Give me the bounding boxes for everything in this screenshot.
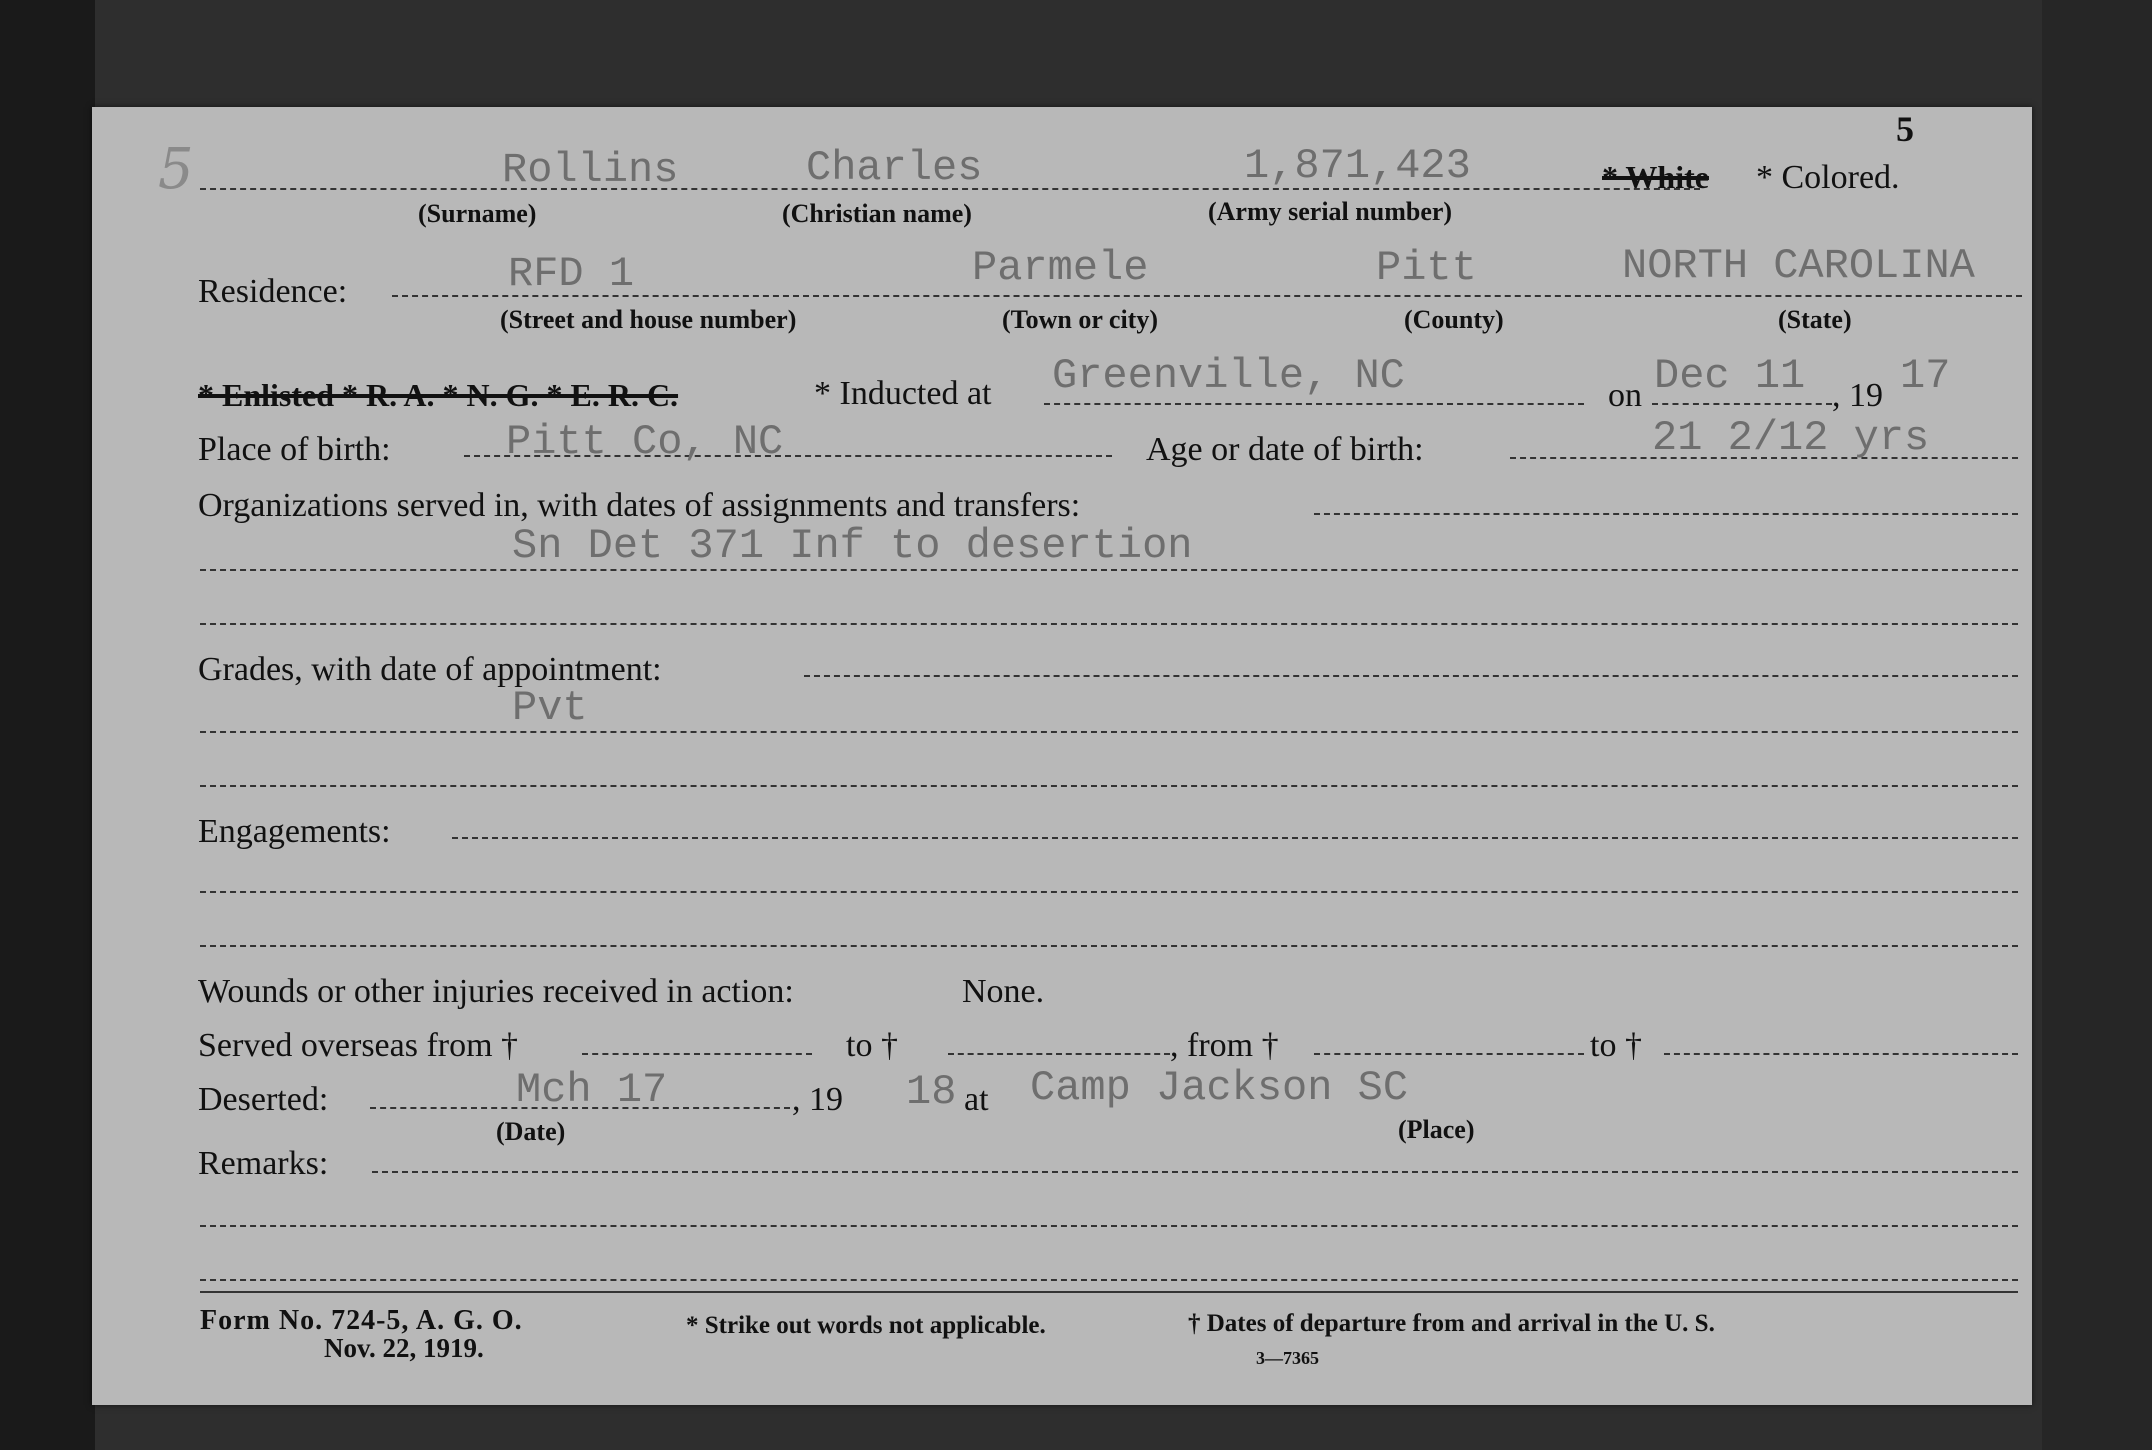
serial-number-value: 1,871,423 <box>1244 142 1471 190</box>
deserted-year-value: 18 <box>906 1068 957 1116</box>
remarks-line-2 <box>200 1225 2018 1227</box>
town-value: Parmele <box>972 244 1149 292</box>
page-number: 5 <box>1896 109 1914 149</box>
overseas-to-label: to † <box>846 1027 898 1064</box>
town-caption: (Town or city) <box>1002 305 1158 334</box>
organizations-value: Sn Det 371 Inf to desertion <box>512 522 1193 570</box>
organizations-label: Organizations served in, with dates of assignments and transfers: <box>198 487 1081 524</box>
grades-value: Pvt <box>512 684 588 732</box>
inducted-label: * Inducted at <box>814 375 992 412</box>
county-caption: (County) <box>1404 305 1504 334</box>
induction-year-prefix: , 19 <box>1832 377 1883 414</box>
age-value: 21 2/12 yrs <box>1652 414 1930 462</box>
print-code: 3—7365 <box>1256 1348 1319 1368</box>
age-label: Age or date of birth: <box>1146 431 1424 468</box>
induction-place-value: Greenville, NC <box>1052 352 1405 400</box>
grades-line-1 <box>804 675 2018 677</box>
overseas-to-line <box>948 1053 1170 1055</box>
strike-note: * Strike out words not applicable. <box>686 1312 1046 1339</box>
overseas-to2-label: to † <box>1590 1027 1642 1064</box>
place-of-birth-value: Pitt Co, NC <box>506 418 784 466</box>
wounds-value: None. <box>962 973 1045 1010</box>
form-date: Nov. 22, 1919. <box>324 1333 484 1363</box>
county-value: Pitt <box>1376 244 1477 292</box>
overseas-from-line <box>582 1053 812 1055</box>
grades-label: Grades, with date of appointment: <box>198 651 662 688</box>
deserted-place-caption: (Place) <box>1398 1115 1475 1144</box>
overseas-from2-line <box>1314 1053 1584 1055</box>
dates-note: † Dates of departure from and arrival in the U. S. <box>1188 1310 1715 1337</box>
state-value: NORTH CAROLINA <box>1622 242 1975 290</box>
form-number: Form No. 724-5, A. G. O. <box>200 1305 523 1336</box>
christian-name-value: Charles <box>806 144 983 192</box>
engagements-line-1 <box>452 837 2018 839</box>
service-record-card <box>92 107 2032 1405</box>
remarks-line-3 <box>200 1279 2018 1281</box>
induction-date-line <box>1652 403 1832 405</box>
residence-line <box>392 295 2022 297</box>
induction-place-line <box>1044 403 1584 405</box>
deserted-date-value: Mch 17 <box>516 1066 668 1114</box>
overseas-from-label: Served overseas from † <box>198 1027 519 1064</box>
deserted-place-value: Camp Jackson SC <box>1030 1064 1409 1112</box>
race-white-option: * White <box>1602 159 1709 195</box>
organizations-line-2 <box>200 569 2018 571</box>
street-value: RFD 1 <box>508 250 635 298</box>
serial-number-caption: (Army serial number) <box>1208 197 1453 226</box>
race-colored-option: * Colored. <box>1756 159 1900 196</box>
surname-caption: (Surname) <box>418 199 537 228</box>
scan-border-right <box>2042 0 2152 1450</box>
christian-name-caption: (Christian name) <box>782 199 972 228</box>
place-of-birth-label: Place of birth: <box>198 431 391 468</box>
overseas-to2-line <box>1664 1053 2018 1055</box>
surname-value: Rollins <box>502 146 679 194</box>
deserted-date-caption: (Date) <box>496 1117 566 1146</box>
induction-year-value: 17 <box>1900 352 1951 400</box>
engagements-label: Engagements: <box>198 813 391 850</box>
scan-border-left <box>0 0 95 1450</box>
overseas-from2-label: , from † <box>1170 1027 1279 1064</box>
state-caption: (State) <box>1778 305 1852 334</box>
remarks-line-1 <box>372 1171 2018 1173</box>
induction-on-label: on <box>1608 377 1642 414</box>
grades-line-3 <box>200 785 2018 787</box>
residence-label: Residence: <box>198 273 348 310</box>
induction-date-value: Dec 11 <box>1654 352 1806 400</box>
footer-rule <box>200 1291 2018 1293</box>
engagements-line-3 <box>200 945 2018 947</box>
wounds-label: Wounds or other injuries received in action: <box>198 973 794 1010</box>
deserted-label: Deserted: <box>198 1081 329 1118</box>
pencil-mark: 5 <box>158 137 194 202</box>
street-caption: (Street and house number) <box>500 305 797 334</box>
engagements-line-2 <box>200 891 2018 893</box>
deserted-year-prefix: , 19 <box>792 1081 843 1118</box>
remarks-label: Remarks: <box>198 1145 329 1182</box>
organizations-line-3 <box>200 623 2018 625</box>
grades-line-2 <box>200 731 2018 733</box>
deserted-at-label: at <box>964 1081 989 1118</box>
organizations-line-1 <box>1314 513 2018 515</box>
struck-enlistment-options: * Enlisted * R. A. * N. G. * E. R. C. <box>198 377 679 413</box>
